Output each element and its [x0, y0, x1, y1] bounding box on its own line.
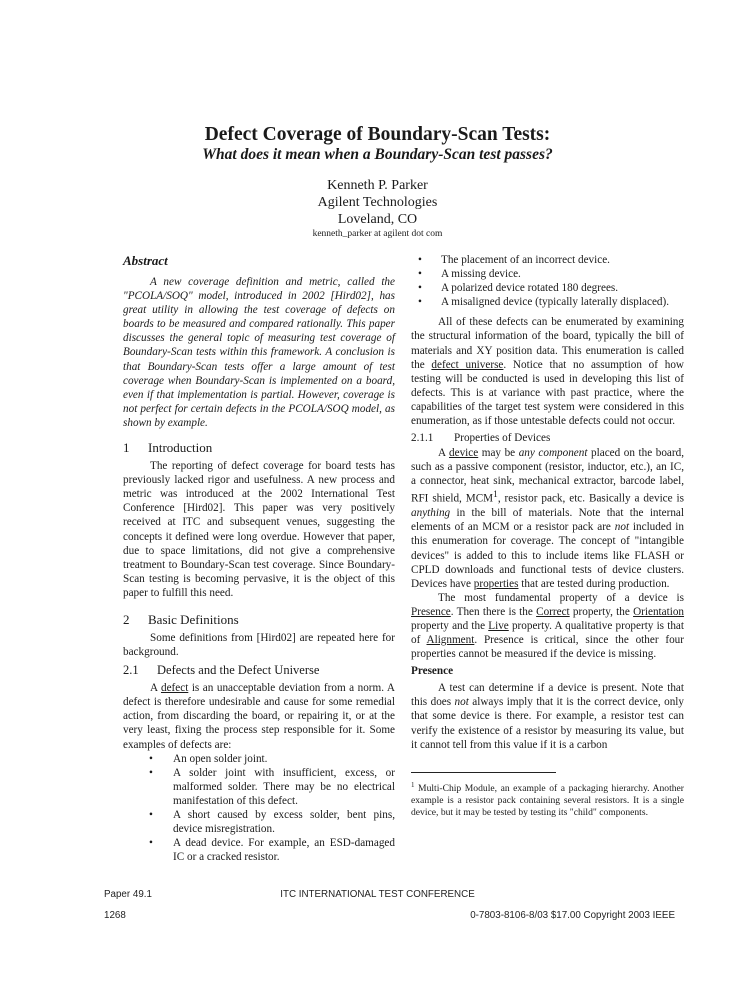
- list-item-text: A misaligned device (typically laterally displaced).: [441, 296, 670, 309]
- list-item-text: A dead device. For example, an ESD-damaged IC or a cracked resistor.: [173, 837, 395, 864]
- section-number: 2.1.1: [411, 432, 434, 445]
- list-item: [411, 253, 684, 267]
- list-item: [411, 281, 684, 295]
- device-properties-paragraph: [411, 591, 684, 661]
- list-item-text: A polarized device rotated 180 degrees.: [441, 282, 619, 295]
- section-number: 2: [123, 611, 130, 627]
- author-email: kenneth_parker at agilent dot com: [312, 229, 443, 239]
- section-title: Basic Definitions: [148, 611, 239, 627]
- text-run: A: [150, 682, 161, 695]
- bullet-icon: •: [149, 766, 153, 779]
- text-run: property. A qualitative property is that of: [411, 619, 684, 647]
- text-run: A test can determine if a device is present. Note that this does: [411, 682, 684, 709]
- term-live: Live: [488, 619, 509, 632]
- term-correct: Correct: [536, 605, 570, 618]
- footer-page-number: 1268: [104, 910, 126, 921]
- text-run: . Presence is critical, since the other four properties cannot be measured if the device is missing.: [411, 634, 685, 661]
- section-title: Properties of Devices: [454, 432, 551, 445]
- text-run: may be: [478, 447, 519, 460]
- footer-copyright: 0-7803-8106-8/03 $17.00 Copyright 2003 IEEE: [470, 910, 675, 921]
- device-definition-paragraph: [411, 446, 684, 591]
- bullet-icon: •: [149, 752, 153, 765]
- bullet-icon: •: [418, 268, 422, 281]
- section-title: Introduction: [148, 440, 213, 456]
- footnote-mark: 1: [411, 780, 415, 789]
- bullet-icon: •: [149, 837, 153, 850]
- text-run: included in this enumeration for coverage. The concept of "intangible devices" is added to this to include items like FLASH or CPLD downloads and functional tests of device clusters. Devices have: [411, 521, 684, 590]
- bullet-icon: •: [149, 809, 153, 821]
- term-orientation: Orientation: [633, 605, 685, 618]
- list-item: [411, 295, 684, 309]
- text-run: property and the: [411, 619, 489, 632]
- emphasis: not: [614, 521, 630, 534]
- author-name: Kenneth P. Parker: [327, 178, 428, 193]
- paper-title: Defect Coverage of Boundary-Scan Tests:: [204, 124, 551, 145]
- text-run: in the bill of materials. Note that the internal elements of an MCM or a resistor pack are: [411, 507, 684, 534]
- list-item-text: The placement of an incorrect device.: [441, 254, 610, 266]
- defect-examples-list-continued: [411, 253, 684, 309]
- term-properties: properties: [473, 577, 519, 590]
- paragraph-heading-presence: Presence: [411, 665, 454, 678]
- footer-conference: ITC INTERNATIONAL TEST CONFERENCE: [280, 889, 475, 900]
- text-run: The most fundamental property of a device is: [438, 591, 684, 604]
- text-run: A: [438, 447, 450, 460]
- list-item: [123, 808, 395, 836]
- list-item-text: A short caused by excess solder, bent pins, device misregistration.: [173, 809, 395, 836]
- text-run: that are tested during production.: [518, 577, 670, 590]
- list-item: [123, 836, 395, 864]
- term-defect-universe: defect universe: [431, 358, 504, 371]
- left-column: [123, 253, 395, 864]
- emphasis: anything: [411, 507, 451, 520]
- term-defect: defect: [160, 682, 189, 695]
- list-item: [123, 752, 395, 766]
- text-run: All of these defects can be enumerated by examining the structural information of the board, typically the bill of materials and XY position data. This enumeration is called the: [411, 316, 684, 371]
- list-item: [411, 267, 684, 281]
- footnote-text: Multi-Chip Module, an example of a packaging hierarchy. Another example is a resistor pack containing several resistors. It is a single device, but it may be tested by testing its "child" components.: [411, 782, 684, 819]
- section-title: Defects and the Defect Universe: [157, 663, 320, 678]
- term-alignment: Alignment: [426, 634, 475, 647]
- footer-paper-number: Paper 49.1: [104, 889, 152, 900]
- bullet-icon: •: [418, 282, 422, 295]
- author-affiliation: Agilent Technologies: [317, 195, 438, 210]
- abstract-heading: Abstract: [123, 253, 168, 268]
- footnote: [411, 779, 684, 820]
- term-presence: Presence: [411, 605, 451, 618]
- list-item-text: A missing device.: [441, 268, 521, 281]
- text-run: . Notice that no assumption of how testing will be conducted is used in developing this list of defects. This is at variance with past practice, where the capabilities of the target test system were considered in this enumeration, as if those untestable defects could not occur.: [411, 358, 684, 428]
- author-block: [0, 177, 755, 241]
- emphasis: not: [454, 696, 469, 709]
- section-heading-introduction: [123, 440, 395, 456]
- text-run: , resistor pack, etc. Basically a device is: [497, 493, 684, 506]
- section-number: 1: [123, 440, 130, 456]
- author-location: Loveland, CO: [337, 212, 418, 227]
- section-number: 2.1: [123, 663, 139, 678]
- defects-paragraph: [123, 681, 395, 751]
- list-item-text: A solder joint with insufficient, excess, or malformed solder. There may be no electrical manifestation of this defect.: [173, 766, 395, 807]
- bullet-icon: •: [418, 296, 422, 309]
- paper-subtitle: What does it mean when a Boundary-Scan test passes?: [202, 146, 553, 163]
- footnote-ref[interactable]: 1: [493, 490, 498, 501]
- text-run: . Then there is the: [450, 605, 537, 618]
- defect-universe-paragraph: [411, 315, 684, 428]
- subsection-heading-defects: [123, 663, 395, 678]
- list-item: [123, 766, 395, 808]
- footnote-divider: [411, 772, 556, 773]
- introduction-paragraph: The reporting of defect coverage for board tests has previously lacked rigor and usefulness. A new process and metric was introduced at the 2002 International Test Conference [Hird02]. This paper was very positively received at ITC and subsequent venues, suggesting the concepts it defined were long overdue. However that paper, due to space limitations, did not give a comprehensive treatment to Boundary-Scan test coverage. Since Boundary-Scan testing is becoming pervasive, it is the object of this paper to fulfill this need.: [123, 460, 395, 599]
- section-heading-basic-definitions: [123, 612, 395, 628]
- right-column: [411, 253, 684, 820]
- text-run: placed on the board, such as a passive component (resistor, inductor, etc.), an IC, a connector, heat sink, mechanical extractor, barcode label, RFI shield, MCM: [411, 447, 684, 506]
- presence-paragraph: [411, 681, 684, 751]
- defect-examples-list: [123, 752, 395, 865]
- text-run: is an unacceptable deviation from a norm. A defect is therefore undesirable and cause for some remedial action, from discarding the board, or repairing it, or at the very least, fixing the process step responsible for it. Some examples of defects are:: [123, 682, 396, 751]
- subsubsection-heading-properties: [411, 431, 684, 445]
- term-device: device: [449, 447, 479, 460]
- basic-definitions-paragraph: Some definitions from [Hird02] are repeated here for background.: [123, 631, 395, 659]
- list-item-text: An open solder joint.: [173, 752, 268, 765]
- bullet-icon: •: [418, 254, 422, 266]
- abstract-text: A new coverage definition and metric, called the "PCOLA/SOQ" model, introduced in 2002 [Hird02], has great utility in allowing the test coverage of defects on boards to be measured and compared rationally. This paper discusses the general topic of measuring test coverage of Boundary-Scan tests within this framework. A conclusion is that Boundary-Scan tests offer a large amount of test coverage when Boundary-Scan is implemented on a board, even if that implementation is partial. However, coverage is not perfect for certain defects in the PCOLA/SOQ model, as shown by example.: [123, 276, 395, 429]
- text-run: property, the: [569, 605, 634, 618]
- emphasis: any component: [518, 447, 588, 460]
- text-run: always imply that it is the correct device, only that some device is there. For example, a resistor test can verify the existence of a resistor by measuring its value, but it cannot tell from this value if it is a carbon: [411, 696, 684, 751]
